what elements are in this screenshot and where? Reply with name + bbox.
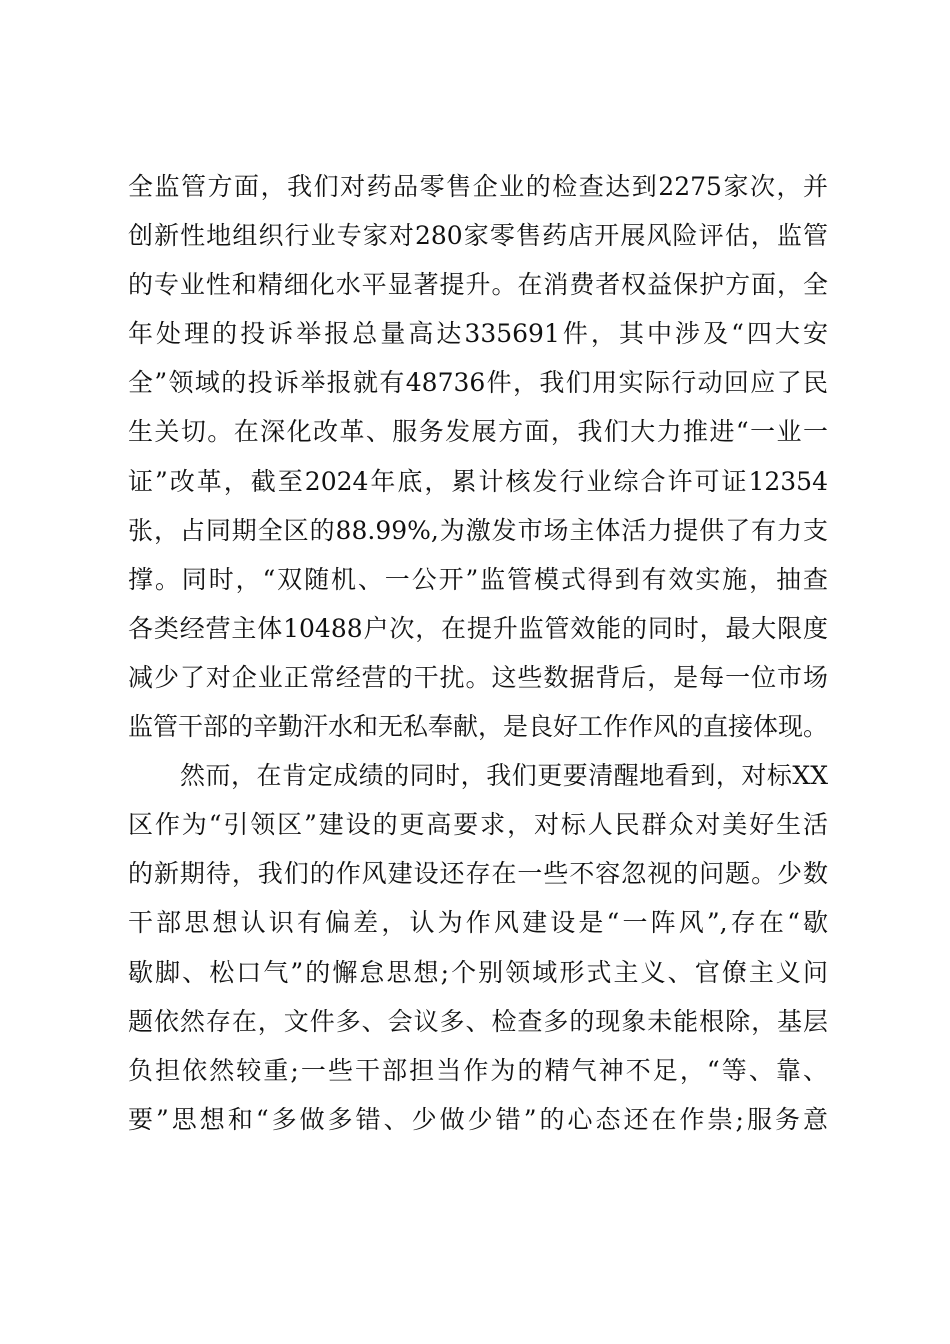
text-line: 张，占同期全区的88.99%,为激发市场主体活力提供了有力支 <box>128 515 828 545</box>
text-line: 全”领域的投诉举报就有48736件，我们用实际行动回应了民 <box>128 368 828 398</box>
text-line: 证”改革，截至2024年底，累计核发行业综合许可证12354 <box>128 466 828 496</box>
text-line: 区作为“引领区”建设的更高要求，对标人民群众对美好生活 <box>128 810 828 840</box>
text-line: 全监管方面，我们对药品零售企业的检查达到2275家次，并 <box>128 172 828 201</box>
text-line: 年处理的投诉举报总量高达335691件，其中涉及“四大安 <box>128 319 828 349</box>
text-line: 题依然存在，文件多、会议多、检查多的现象未能根除，基层 <box>128 1006 828 1036</box>
text-line: 要”思想和“多做多错、少做少错”的心态还在作祟;服务意 <box>128 1104 828 1134</box>
text-line: 撑。同时，“双随机、一公开”监管模式得到有效实施，抽查 <box>128 564 828 594</box>
paragraph-problems <box>128 751 828 1144</box>
text-line: 创新性地组织行业专家对280家零售药店开展风险评估，监管 <box>128 221 828 251</box>
document-body <box>128 162 828 1144</box>
paragraph-achievements <box>128 162 828 751</box>
text-line: 生关切。在深化改革、服务发展方面，我们大力推进“一业一 <box>128 417 828 447</box>
text-line: 歇脚、松口气”的懈怠思想;个别领域形式主义、官僚主义问 <box>128 957 828 987</box>
text-line: 干部思想认识有偏差，认为作风建设是“一阵风”,存在“歇 <box>128 908 828 938</box>
text-line: 然而，在肯定成绩的同时，我们更要清醒地看到，对标XX <box>180 761 828 791</box>
text-line: 的专业性和精细化水平显著提升。在消费者权益保护方面，全 <box>128 270 828 300</box>
text-line: 的新期待，我们的作风建设还存在一些不容忽视的问题。少数 <box>128 859 828 889</box>
text-line: 减少了对企业正常经营的干扰。这些数据背后，是每一位市场 <box>128 662 828 692</box>
text-line: 监管干部的辛勤汗水和无私奉献，是良好工作作风的直接体现。 <box>128 712 829 742</box>
text-line: 负担依然较重;一些干部担当作为的精气神不足，“等、靠、 <box>128 1055 828 1085</box>
text-line: 各类经营主体10488户次，在提升监管效能的同时，最大限度 <box>128 613 828 643</box>
